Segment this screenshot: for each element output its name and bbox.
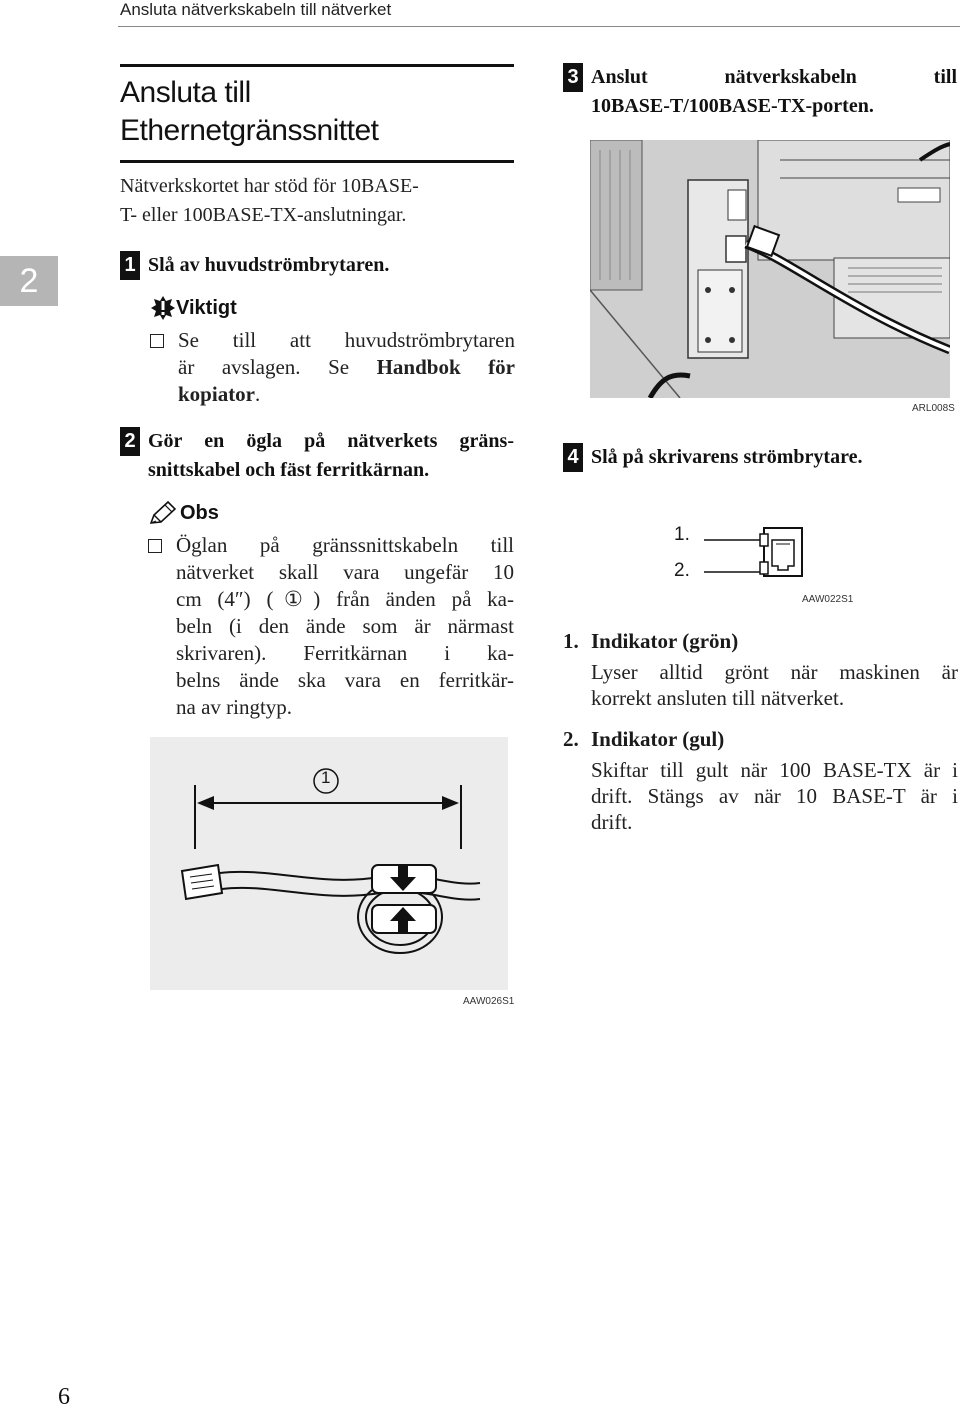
indicator-item-2-title: Indikator (gul): [591, 727, 725, 751]
step-2-line1: Gör en ögla på nätverkets gräns-: [148, 430, 514, 452]
rj45-port-drawing: [660, 510, 860, 590]
important-heading-text: Viktigt: [176, 296, 237, 319]
indicator-item-2-line2: drift. Stängs av när 10 BASE-T är i: [591, 784, 958, 808]
title-rule-bottom: [120, 160, 514, 163]
step-2-number: 2: [120, 427, 140, 456]
title-rule-top: [120, 64, 514, 67]
dimension-callout: 1: [321, 768, 331, 787]
indicator-list: [563, 627, 958, 835]
important-line3-b: .: [255, 382, 261, 406]
section-title-line1: Ansluta till: [120, 76, 251, 109]
pencil-icon: [148, 500, 178, 526]
note-line1: Öglan på gränssnittskabeln till: [176, 533, 514, 557]
indicator-item-1-desc: [591, 659, 958, 711]
indicator-label-1: 1.: [674, 524, 690, 545]
important-line1: Se till att huvudströmbrytaren: [178, 328, 515, 352]
step-3-line1: Anslut nätverkskabeln till: [591, 66, 957, 88]
chapter-tab: 2: [0, 256, 58, 306]
indicator-item-1-line2: korrekt ansluten till nätverket.: [591, 686, 845, 710]
header-rule: [118, 26, 960, 27]
indicator-figure-code: AAW022S1: [802, 594, 854, 605]
section-title-line2: Ethernetgränssnittet: [120, 114, 379, 147]
important-item: [150, 327, 515, 408]
checkbox-icon: [148, 539, 162, 553]
ferrite-core-illustration: [150, 737, 508, 990]
section-intro: [120, 172, 514, 230]
indicator-item-2-number: 2.: [563, 727, 579, 751]
page-number: 6: [58, 1384, 70, 1410]
indicator-item-2-line1: Skiftar till gult när 100 BASE-TX är i: [591, 758, 958, 782]
step-4-number: 4: [563, 443, 583, 472]
important-item-text: [178, 327, 515, 408]
important-block: [150, 295, 515, 408]
note-line7: na av ringtyp.: [176, 695, 293, 719]
note-line3: cm (4″) (①) från änden på ka-: [176, 587, 514, 611]
important-line3: [178, 381, 515, 408]
note-line6: belns ände ska vara en ferritkär-: [176, 668, 514, 692]
important-line2-a: är avslagen. Se: [178, 355, 377, 379]
step-3-number: 3: [563, 63, 583, 92]
note-heading: [148, 500, 516, 526]
indicator-item-2-line3: drift.: [591, 810, 633, 834]
indicator-item-1-heading: [563, 627, 958, 655]
checkbox-icon: [150, 334, 164, 348]
step-2-text: [148, 427, 514, 485]
section-title: [120, 74, 514, 150]
important-line2: [178, 354, 515, 381]
note-item: [148, 532, 516, 721]
step-3-line2: 10BASE-T/100BASE-TX-porten.: [591, 95, 874, 117]
indicator-illustration: [660, 510, 860, 610]
step-2-line2: snittskabel och fäst ferritkärnan.: [148, 459, 430, 481]
note-line4: beln (i den ände som är närmast: [176, 614, 514, 638]
note-heading-text: Obs: [180, 501, 219, 524]
printer-figure-code: ARL008S: [912, 403, 955, 414]
intro-line1: Nätverkskortet har stöd för 10BASE-: [120, 175, 419, 197]
manual-reference-cont: kopiator: [178, 382, 256, 406]
indicator-label-2: 2.: [674, 560, 690, 581]
step-1-text: Slå av huvudströmbrytaren.: [148, 254, 390, 276]
note-line5: skrivaren). Ferritkärnan i ka-: [176, 641, 514, 665]
note-block: [148, 500, 516, 721]
printer-port-drawing: [590, 140, 950, 398]
intro-line2: T- eller 100BASE-TX-anslutningar.: [120, 204, 407, 226]
note-item-text: [176, 532, 514, 721]
important-heading: [150, 295, 515, 321]
step-2: [120, 427, 514, 485]
note-line2: nätverket skall vara ungefär 10: [176, 560, 514, 584]
ferrite-figure-code: AAW026S1: [463, 996, 515, 1007]
step-3-text: [591, 63, 957, 121]
indicator-item-1-number: 1.: [563, 629, 579, 653]
manual-reference: Handbok för: [376, 355, 515, 379]
indicator-item-2-heading: [563, 725, 958, 753]
step-4: [563, 443, 862, 472]
indicator-item-1-line1: Lyser alltid grönt när maskinen är: [591, 660, 958, 684]
step-1-number: 1: [120, 251, 140, 280]
important-icon: [150, 295, 176, 321]
running-header: Ansluta nätverkskabeln till nätverket: [120, 0, 392, 19]
indicator-item-2-desc: [591, 757, 958, 835]
printer-port-illustration: [590, 140, 950, 398]
step-1: [120, 251, 389, 280]
step-3: [563, 63, 957, 121]
step-4-text: Slå på skrivarens strömbrytare.: [591, 446, 863, 468]
indicator-item-1-title: Indikator (grön): [591, 629, 739, 653]
